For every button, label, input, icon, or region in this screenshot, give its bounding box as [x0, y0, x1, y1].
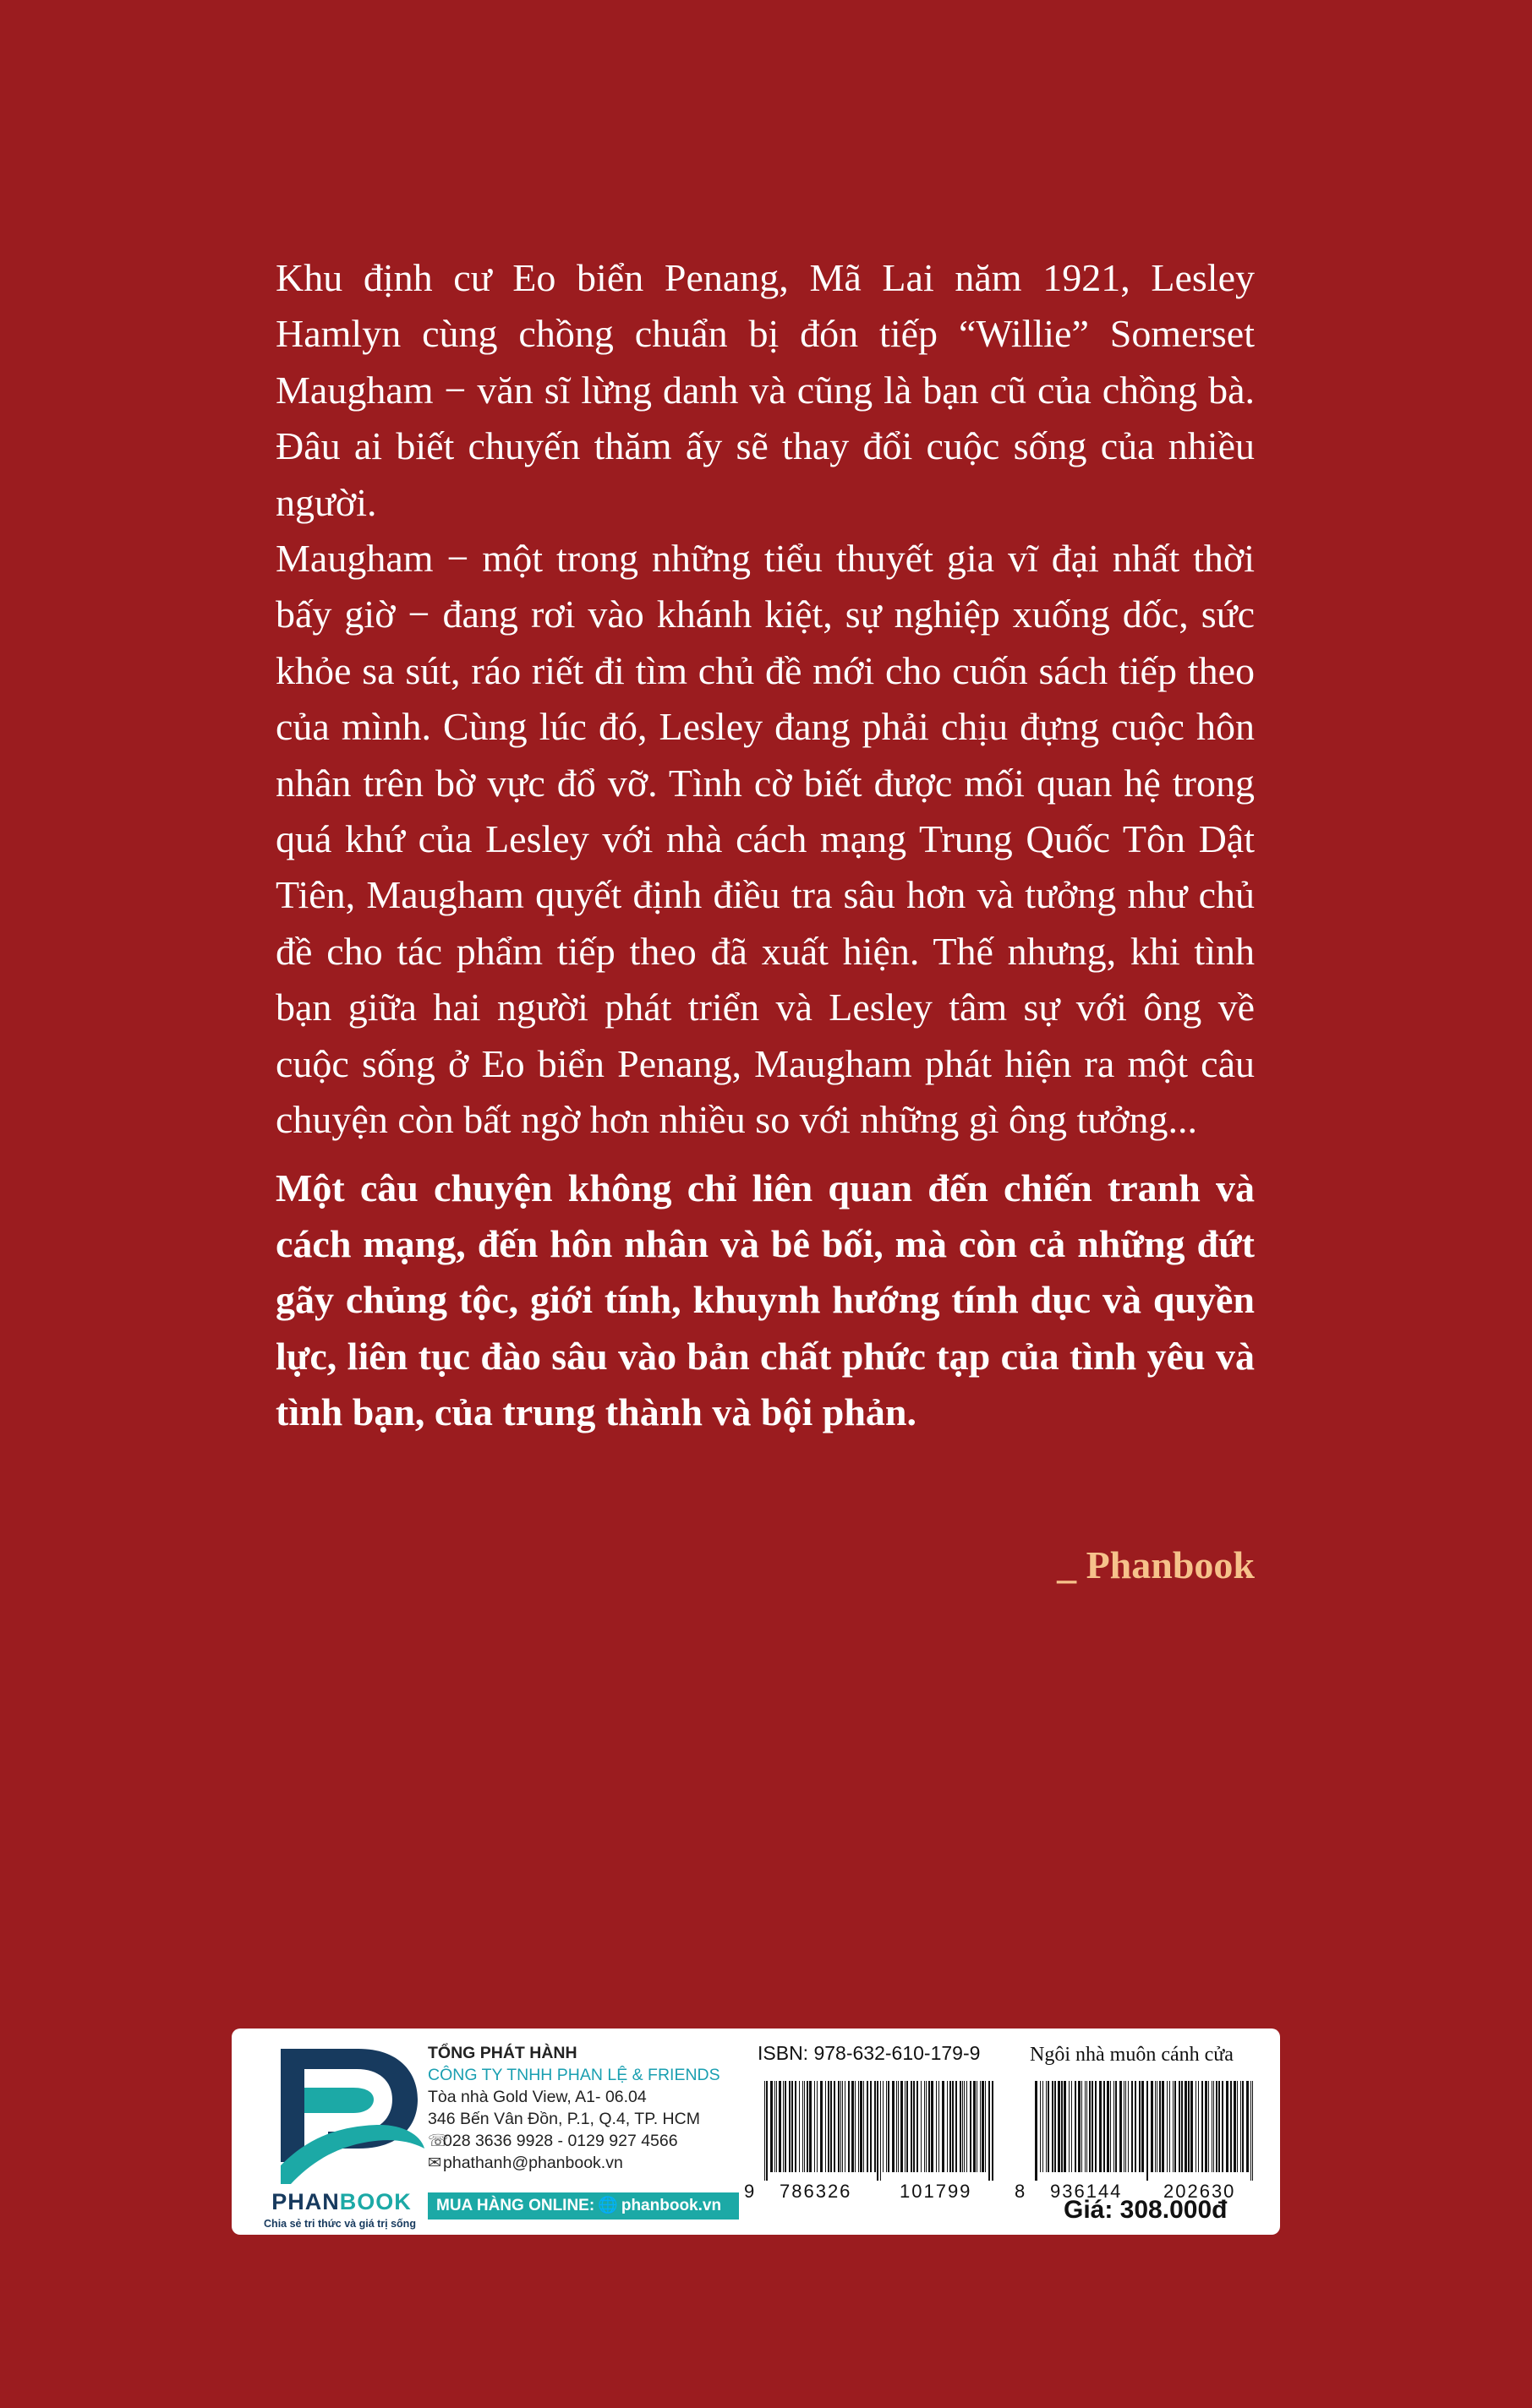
barcode-bar — [764, 2081, 765, 2181]
barcode-bar — [1169, 2081, 1170, 2172]
barcode-bar — [911, 2081, 912, 2172]
barcode-bar — [896, 2081, 897, 2172]
barcode-bar — [928, 2081, 930, 2172]
barcode-bar — [814, 2081, 815, 2172]
logo-tagline: Chia sẻ tri thức và giá trị sống — [264, 2218, 416, 2230]
barcode-bar — [980, 2081, 981, 2172]
blurb-paragraph-1: Khu định cư Eo biển Penang, Mã Lai năm 1921, Lesley Hamlyn cùng chồng chuẩn bị đón tiếp “Willie” Somerset Maugham − văn sĩ lừng danh và cũng là bạn cũ của chồng bà. Đâu ai biết chuyến thăm ấy sẽ thay đổi cuộc sống của nhiều người. — [276, 256, 1255, 524]
barcode-bar — [1069, 2081, 1070, 2172]
barcode-bar — [867, 2081, 868, 2172]
barcode-bar — [973, 2081, 976, 2172]
address-line-1: Tòa nhà Gold View, A1- 06.04 — [428, 2088, 647, 2106]
barcode-bar — [900, 2081, 903, 2172]
barcode-bar — [804, 2081, 805, 2172]
barcode-bar — [1185, 2081, 1187, 2172]
barcode-bar — [1237, 2081, 1238, 2172]
barcode-bar — [877, 2081, 878, 2181]
barcode-bar — [926, 2081, 927, 2172]
barcode-bar — [1042, 2081, 1043, 2172]
barcode-bar — [1213, 2081, 1214, 2172]
barcode-bar — [791, 2081, 793, 2172]
barcode-bar — [1218, 2081, 1220, 2172]
publisher-info — [428, 2042, 746, 2174]
barcode-bar — [1159, 2081, 1161, 2172]
publisher-header: TỔNG PHÁT HÀNH — [428, 2044, 577, 2062]
barcode-bar — [1115, 2081, 1117, 2172]
address-line-2: 346 Bến Vân Đồn, P.1, Q.4, TP. HCM — [428, 2110, 700, 2128]
barcode-bar — [955, 2081, 957, 2172]
barcode-bar — [949, 2081, 951, 2172]
barcode-bar — [1061, 2081, 1063, 2172]
barcode-bar — [892, 2081, 895, 2172]
barcode-bar — [1240, 2081, 1241, 2172]
barcode-bar — [799, 2081, 800, 2172]
barcode-bar — [1113, 2081, 1114, 2172]
barcode-bar — [888, 2081, 889, 2172]
barcode-bar — [938, 2081, 939, 2172]
barcode-bar — [1103, 2081, 1105, 2172]
barcode-bar — [783, 2081, 784, 2172]
barcode-bar — [985, 2081, 986, 2172]
barcode-bar — [992, 2081, 993, 2181]
barcode-bar — [883, 2081, 884, 2172]
barcode-bar — [952, 2081, 954, 2172]
barcode-bar — [1095, 2081, 1097, 2172]
barcode-bar — [1054, 2081, 1056, 2172]
barcode-bar — [809, 2081, 812, 2172]
barcode-bar — [838, 2081, 840, 2172]
barcode-bar — [860, 2081, 862, 2172]
book-title-small: Ngôi nhà muôn cánh cửa — [1030, 2044, 1234, 2066]
barcode2-group1: 936144 — [1050, 2181, 1123, 2202]
barcode-bar — [1107, 2081, 1109, 2172]
barcode-bar — [1146, 2081, 1148, 2181]
barcode-bar — [962, 2081, 963, 2172]
barcode-bar — [1099, 2081, 1102, 2172]
barcode-bar — [1086, 2081, 1087, 2172]
barcode-bar — [1167, 2081, 1168, 2172]
barcode-bar — [834, 2081, 835, 2172]
blurb — [276, 250, 1255, 1441]
barcode-bar — [1092, 2081, 1093, 2172]
barcode-bar — [886, 2081, 887, 2172]
barcode-bar — [1110, 2081, 1111, 2172]
barcode-bar — [898, 2081, 899, 2172]
barcode-bar — [1052, 2081, 1053, 2172]
price-label: Giá: 308.000đ — [1064, 2196, 1228, 2224]
barcode-bar — [840, 2081, 841, 2172]
barcode-bar — [855, 2081, 856, 2172]
barcode-bar — [1250, 2081, 1251, 2181]
phanbook-logo — [250, 2044, 430, 2230]
barcode-bar — [1139, 2081, 1141, 2172]
barcode-bar — [1208, 2081, 1209, 2172]
barcode-bar — [988, 2081, 990, 2181]
barcode-bar — [774, 2081, 775, 2172]
barcode-bar — [1071, 2081, 1072, 2172]
barcode-bar — [921, 2081, 922, 2172]
barcode-bar — [1085, 2081, 1086, 2172]
barcode-bar — [858, 2081, 859, 2172]
barcode-bar — [1188, 2081, 1190, 2172]
barcode-bar — [1131, 2081, 1133, 2172]
barcode-bar — [830, 2081, 832, 2172]
barcode-bar — [789, 2081, 791, 2172]
barcode-bar — [1201, 2081, 1203, 2172]
barcode-bar — [825, 2081, 826, 2172]
barcode-bar — [1242, 2081, 1244, 2172]
barcode-bar — [880, 2081, 881, 2181]
barcode-bar — [1081, 2081, 1082, 2172]
barcode-bar — [766, 2081, 768, 2181]
barcode-bar — [807, 2081, 808, 2172]
barcode1-lead: 9 — [744, 2181, 755, 2202]
barcode-bar — [1205, 2081, 1207, 2172]
logo-mark-icon — [250, 2044, 430, 2189]
barcode-bar — [1048, 2081, 1049, 2172]
barcode-bar — [1222, 2081, 1223, 2172]
barcode-bar — [795, 2081, 796, 2172]
publisher-company: CÔNG TY TNHH PHAN LỆ & FRIENDS — [428, 2066, 720, 2084]
barcode-bar — [906, 2081, 908, 2172]
price-barcode — [1033, 2081, 1258, 2181]
barcode-bar — [828, 2081, 829, 2172]
barcode-bar — [1234, 2081, 1236, 2172]
barcode-bar — [1246, 2081, 1249, 2172]
barcode-bar — [905, 2081, 906, 2172]
barcode2-group2: 202630 — [1163, 2181, 1236, 2202]
blurb-paragraph-2: Maugham − một trong những tiểu thuyết gia vĩ đại nhất thời bấy giờ − đang rơi vào khánh kiệt, sự nghiệp xuống dốc, sức khỏe sa sút, ráo riết đi tìm chủ đề mới cho cuốn sách tiếp theo của mình. Cùng lúc đó, Lesley đang phải chịu đựng cuộc hôn nhân trên bờ vực đổ vỡ. Tình cờ biết được mối quan hệ trong quá khứ của Lesley với nhà cách mạng Trung Quốc Tôn Dật Tiên, Maugham quyết định điều tra sâu hơn và tưởng như chủ đề cho tác phẩm tiếp theo đã xuất hiện. Thế nhưng, khi tình bạn giữa hai người phát triển và Lesley tâm sự với ông về cuộc sống ở Eo biển Penang, Maugham phát hiện ra một câu chuyện còn bất ngờ hơn nhiều so với những gì ông tưởng... — [276, 537, 1255, 1142]
barcode-bar — [1125, 2081, 1126, 2172]
isbn-label: ISBN: 978-632-610-179-9 — [758, 2042, 981, 2064]
barcode-bar — [1252, 2081, 1253, 2181]
globe-icon: 🌐 — [598, 2197, 618, 2214]
barcode-bar — [842, 2081, 843, 2172]
barcode1-group2: 101799 — [900, 2181, 972, 2202]
barcode-bar — [1064, 2081, 1066, 2172]
barcode-bar — [1040, 2081, 1041, 2172]
info-panel — [232, 2029, 1280, 2235]
barcode-bar — [1058, 2081, 1060, 2172]
barcode-bar — [776, 2081, 777, 2172]
buy-online-site: phanbook.vn — [621, 2197, 722, 2214]
barcode-bar — [970, 2081, 971, 2172]
barcode-bar — [1089, 2081, 1091, 2172]
barcode-bar — [1128, 2081, 1129, 2172]
barcode-bar — [931, 2081, 933, 2172]
barcode-bar — [964, 2081, 965, 2172]
barcode-bar — [942, 2081, 944, 2172]
barcode-bar — [848, 2081, 850, 2172]
barcode-bar — [863, 2081, 864, 2172]
barcode-bar — [1181, 2081, 1183, 2172]
buy-online-banner — [428, 2192, 739, 2220]
barcode-bar — [966, 2081, 967, 2172]
barcode-bar — [820, 2081, 823, 2172]
barcode-bar — [1230, 2081, 1232, 2172]
barcode2-lead: 8 — [1015, 2181, 1026, 2202]
barcode-bar — [817, 2081, 818, 2172]
barcode-bar — [851, 2081, 854, 2172]
barcode-bar — [1075, 2081, 1076, 2172]
barcode-bar — [770, 2081, 773, 2172]
barcode-bar — [913, 2081, 915, 2172]
barcode-bar — [936, 2081, 937, 2172]
barcode-bar — [779, 2081, 781, 2172]
barcode1-group1: 786326 — [780, 2181, 852, 2202]
barcode-bar — [1174, 2081, 1176, 2172]
barcode-bar — [1141, 2081, 1144, 2172]
barcode-bar — [947, 2081, 948, 2172]
blurb-paragraph-bold: Một câu chuyện không chỉ liên quan đến chiến tranh và cách mạng, đến hôn nhân và bê bối, mà còn cả những đứt gãy chủng tộc, giới tính, khuynh hướng tính dục và quyền lực, liên tục đào sâu vào bản chất phức tạp của tình yêu và tình bạn, của trung thành và bội phản. — [276, 1166, 1255, 1434]
barcode-bar — [916, 2081, 918, 2172]
barcode-bar — [1135, 2081, 1136, 2172]
barcode-bar — [1179, 2081, 1180, 2172]
phone-row — [428, 2130, 746, 2152]
email-address: phathanh@phanbook.vn — [443, 2154, 623, 2172]
barcode-bar — [1216, 2081, 1217, 2172]
barcode-bar — [1155, 2081, 1156, 2172]
barcode-bar — [1035, 2081, 1037, 2181]
barcode-bar — [785, 2081, 786, 2172]
barcode-bar — [960, 2081, 961, 2172]
phone-icon: ☏ — [428, 2132, 449, 2150]
email-row — [428, 2152, 746, 2174]
buy-online-label: MUA HÀNG ONLINE: — [436, 2197, 595, 2214]
barcode-bar — [1190, 2081, 1193, 2172]
barcode-bar — [802, 2081, 803, 2172]
barcode-bar — [1198, 2081, 1199, 2172]
logo-wordmark: PHANBOOK — [271, 2189, 412, 2214]
signature: _ Phanbook — [1057, 1543, 1255, 1586]
isbn-barcode — [763, 2081, 996, 2181]
barcode-bar — [874, 2081, 876, 2172]
mail-icon: ✉ — [428, 2154, 442, 2172]
barcode-bar — [1226, 2081, 1228, 2172]
barcode-bar — [1162, 2081, 1164, 2172]
barcode-bar — [982, 2081, 984, 2172]
barcode-bar — [1078, 2081, 1081, 2172]
phone-numbers: 028 3636 9928 - 0129 927 4566 — [443, 2132, 678, 2150]
barcode-bar — [1119, 2081, 1122, 2172]
barcode-bar — [1151, 2081, 1153, 2172]
barcode-bar — [870, 2081, 872, 2172]
barcode-bar — [1046, 2081, 1047, 2172]
barcode-bar — [924, 2081, 925, 2172]
barcode-bar — [1173, 2081, 1174, 2172]
